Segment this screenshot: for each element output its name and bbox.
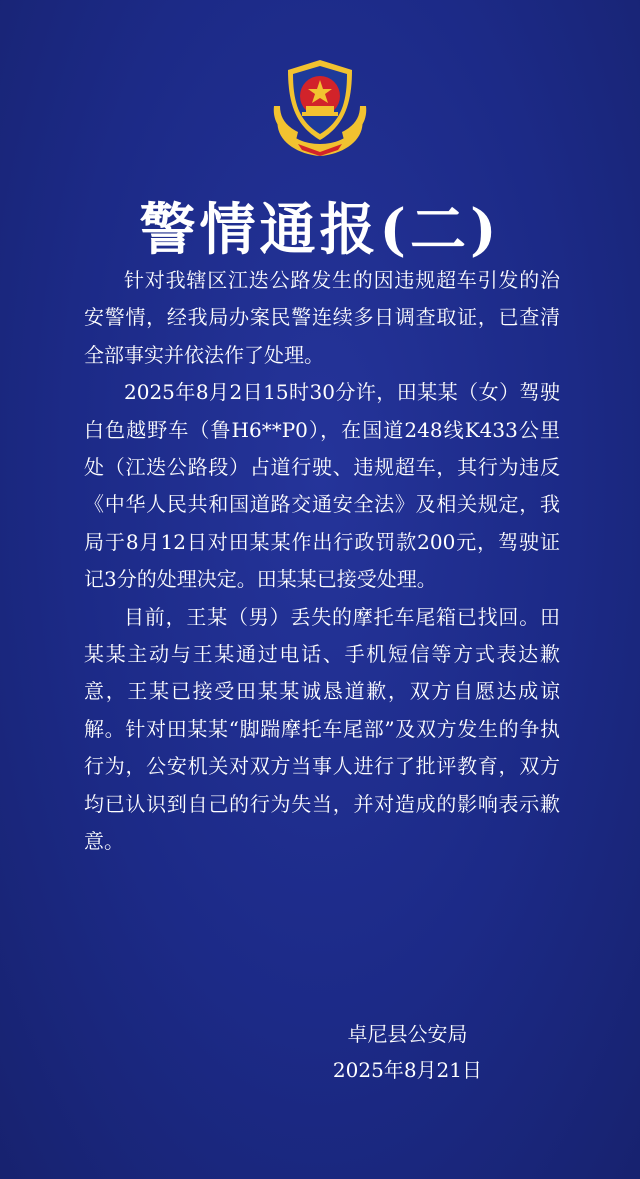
police-emblem-icon — [268, 56, 372, 160]
signature-block — [333, 1016, 482, 1088]
notice-body — [84, 262, 560, 861]
paragraph-resolution: 目前，王某（男）丢失的摩托车尾箱已找回。田某某主动与王某通过电话、手机短信等方式表达歉意，王某已接受田某某诚恳道歉，双方自愿达成谅解。针对田某某“脚踹摩托车尾部”及双方发生的争执行为，公安机关对双方当事人进行了批评教育，双方均已认识到自己的行为失当，并对造成的影响表示歉意。 — [84, 604, 560, 854]
paragraph-incident: 2025年8月2日15时30分许，田某某（女）驾驶白色越野车（鲁H6**P0），在国道248线K433公里处（江迭公路段）占道行驶、违规超车，其行为违反《中华人民共和国道路交通安全法》及相关规定，我局于8月12日对田某某作出行政罚款200元，驾驶证记3分的处理决定。田某某已接受处理。 — [84, 380, 560, 592]
issue-date: 2025年8月21日 — [332, 1058, 482, 1082]
paragraph-intro: 针对我辖区江迭公路发生的因违规超车引发的治安警情，经我局办案民警连续多日调查取证，已查清全部事实并依法作了处理。 — [84, 268, 560, 367]
page-title: 警情通报(二) — [139, 197, 501, 263]
issuer-name: 卓尼县公安局 — [347, 1022, 468, 1046]
